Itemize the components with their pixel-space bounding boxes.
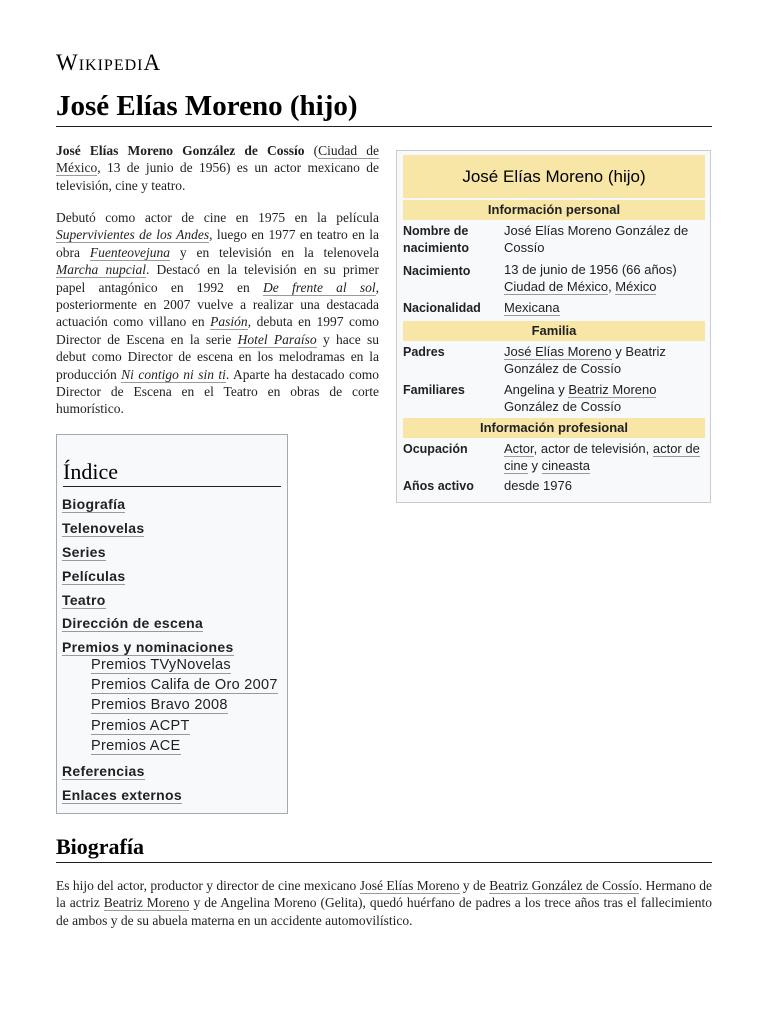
link-beatriz-moreno-bio[interactable]: Beatriz Moreno [103,895,190,911]
toc-subitem-premios-bravo[interactable]: Premios Bravo 2008 [91,697,228,713]
link-ciudad-de-mexico[interactable]: Ciudad de México [56,143,379,176]
toc-item-peliculas[interactable]: Películas [62,568,126,584]
link-pasion[interactable]: Pasión [210,314,248,330]
toc-subitem-premios-tvynovelas[interactable]: Premios TVyNovelas [91,657,231,673]
link-beatriz-moreno[interactable]: Beatriz Moreno [568,382,657,397]
link-fuenteovejuna[interactable]: Fuenteovejuna [89,244,171,260]
section-heading-biografia: Biografía [56,832,712,863]
link-beatriz-gonzalez-de-cossio[interactable]: Beatriz González de Cossío [489,878,639,893]
infobox-label-birth: Nacimiento [403,264,471,278]
infobox-label-years-active: Años activo [403,479,474,493]
toc-item-teatro[interactable]: Teatro [62,592,106,608]
toc-item-series[interactable]: Series [62,544,106,560]
infobox-label-birth-name: Nombre de nacimiento [403,224,469,255]
infobox-value-parents: José Elías Moreno y Beatriz González de Cossío [504,344,666,376]
infobox-value-nationality [504,300,704,317]
biography-paragraph: Es hijo del actor, productor y director de cine mexicano José Elías Moreno y de Beatriz González de Cossío. Hermano de la actriz Beatriz Moreno y de Angelina Moreno (Gelita), quedó huérfano de padres a los trece años tras el fallecimiento de ambos y de su abuela materna en un accidente automovilístico. [56,878,713,928]
career-paragraph: Debutó como actor de cine en 1975 en la película Supervivientes de los Andes, luego en 1977 en teatro en la obra Fuenteovejuna y en televisión en la telenovela Marcha nupcial. Destacó en la televisión en su primer papel antagónico en 1992 en De frente al sol, posteriormente en 2007 vuelve a realizar una destacada actuación como villano en Pasión, debuta en 1997 como Director de Escena en la serie Hotel Paraíso y hace su debut como Director de escena en los melodramas en la producción Ni contigo ni sin ti. Aparte ha destacado como Director de Escena en el Teatro en obras de corte humorístico. [56,210,380,417]
toc-item-biografia[interactable]: Biografía [62,496,126,512]
toc-title: Índice [63,458,281,487]
link-marcha-nupcial[interactable]: Marcha nupcial [56,262,146,278]
infobox-section-personal: Información personal [403,200,705,220]
toc-item-premios-y-nominaciones[interactable]: Premios y nominaciones [62,639,234,655]
infobox-value-years-active: desde 1976 [504,478,572,493]
infobox-label-relatives: Familiares [403,383,465,397]
infobox-value-relatives: Angelina y Beatriz Moreno González de Cossío [504,382,657,414]
link-ciudad-de-mexico-infobox[interactable]: Ciudad de México [504,278,609,294]
infobox-title: José Elías Moreno (hijo) [403,155,705,198]
subject-full-name: José Elías Moreno González de Cossío [56,143,305,158]
infobox-section-family: Familia [403,321,705,341]
infobox-label-nationality: Nacionalidad [403,301,481,315]
table-of-contents [56,434,288,814]
infobox-section-professional: Información profesional [403,418,705,438]
toc-item-enlaces-externos[interactable]: Enlaces externos [62,787,182,803]
link-actor-de-cine[interactable]: actor de cine [504,441,700,473]
link-hotel-paraiso[interactable]: Hotel Paraíso [237,331,317,347]
page-title: José Elías Moreno (hijo) [56,86,712,127]
toc-subitem-premios-ace[interactable]: Premios ACE [91,738,181,754]
link-de-frente-al-sol[interactable]: De frente al sol [263,279,376,295]
link-cineasta[interactable]: cineasta [541,457,591,473]
infobox-value-occupation: Actor, actor de televisión, actor de cine y cineasta [504,441,700,473]
infobox-value-birth: 13 de junio de 1956 (66 años) Ciudad de México, México [504,262,677,294]
link-ni-contigo-ni-sin-ti[interactable]: Ni contigo ni sin ti [121,366,226,382]
toc-item-direccion-de-escena[interactable]: Dirección de escena [62,615,204,631]
link-mexico[interactable]: México [615,278,657,294]
wikipedia-logo[interactable]: WIKIPEDIA [56,50,162,75]
intro-paragraph: José Elías Moreno González de Cossío (Ciudad de México, 13 de junio de 1956) es un actor mexicano de televisión, cine y teatro. [56,143,379,193]
infobox-label-occupation: Ocupación [403,442,468,456]
infobox-label-parents: Padres [403,345,445,359]
toc-item-telenovelas[interactable]: Telenovelas [62,520,145,536]
link-mexicana[interactable]: Mexicana [504,300,560,315]
toc-subitem-premios-califa[interactable]: Premios Califa de Oro 2007 [91,677,278,693]
link-actor[interactable]: Actor [504,441,534,456]
link-jose-elias-moreno[interactable]: José Elías Moreno [504,344,612,359]
infobox-value-birth-name: José Elías Moreno González de Cossío [504,223,689,255]
toc-item-referencias[interactable]: Referencias [62,763,145,779]
link-supervivientes[interactable]: Supervivientes de los Andes [56,227,210,243]
infobox [396,150,711,503]
link-jose-elias-moreno-bio[interactable]: José Elías Moreno [359,878,460,893]
toc-subitem-premios-acpt[interactable]: Premios ACPT [91,718,190,734]
